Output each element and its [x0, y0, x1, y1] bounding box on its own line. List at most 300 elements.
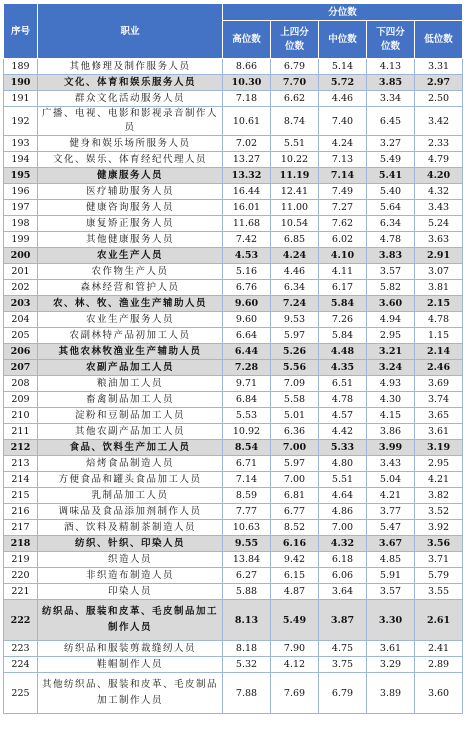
header-seq: 序号: [4, 4, 38, 59]
median-cell: 4.42: [319, 424, 367, 440]
high-cell: 7.02: [223, 136, 271, 152]
upper-quartile-cell: 6.36: [271, 424, 319, 440]
low-cell: 2.95: [415, 456, 463, 472]
upper-quartile-cell: 7.09: [271, 376, 319, 392]
upper-quartile-cell: 12.41: [271, 184, 319, 200]
high-cell: 9.71: [223, 376, 271, 392]
upper-quartile-cell: 4.24: [271, 248, 319, 264]
upper-quartile-cell: 8.52: [271, 520, 319, 536]
low-cell: 2.91: [415, 248, 463, 264]
upper-quartile-cell: 9.53: [271, 312, 319, 328]
upper-quartile-cell: 5.01: [271, 408, 319, 424]
low-cell: 4.32: [415, 184, 463, 200]
table-row: [4, 264, 463, 280]
seq-cell: 205: [4, 328, 38, 344]
median-cell: 3.87: [319, 600, 367, 641]
table-row: [4, 312, 463, 328]
low-cell: 3.82: [415, 488, 463, 504]
median-cell: 7.13: [319, 152, 367, 168]
table-row: [4, 408, 463, 424]
seq-cell: 203: [4, 296, 38, 312]
occupation-cell: 焙烤食品制造人员: [38, 456, 223, 472]
high-cell: 13.32: [223, 168, 271, 184]
upper-quartile-cell: 5.97: [271, 456, 319, 472]
upper-quartile-cell: 4.87: [271, 584, 319, 600]
seq-cell: 209: [4, 392, 38, 408]
lower-quartile-cell: 3.85: [367, 75, 415, 91]
upper-quartile-cell: 6.16: [271, 536, 319, 552]
occupation-cell: 其他农林牧渔业生产辅助人员: [38, 344, 223, 360]
occupation-cell: 健康咨询服务人员: [38, 200, 223, 216]
seq-cell: 216: [4, 504, 38, 520]
high-cell: 9.60: [223, 312, 271, 328]
table-row: [4, 184, 463, 200]
median-cell: 4.10: [319, 248, 367, 264]
table-row: [4, 296, 463, 312]
high-cell: 8.13: [223, 600, 271, 641]
median-cell: 7.49: [319, 184, 367, 200]
high-cell: 7.14: [223, 472, 271, 488]
table-row: [4, 248, 463, 264]
high-cell: 6.71: [223, 456, 271, 472]
high-cell: 7.88: [223, 673, 271, 714]
high-cell: 4.53: [223, 248, 271, 264]
lower-quartile-cell: 5.91: [367, 568, 415, 584]
seq-cell: 206: [4, 344, 38, 360]
high-cell: 10.92: [223, 424, 271, 440]
seq-cell: 191: [4, 91, 38, 107]
occupation-cell: 森林经营和管护人员: [38, 280, 223, 296]
low-cell: 5.79: [415, 568, 463, 584]
median-cell: 7.14: [319, 168, 367, 184]
table-row: [4, 456, 463, 472]
lower-quartile-cell: 4.85: [367, 552, 415, 568]
table-row: [4, 673, 463, 714]
lower-quartile-cell: 4.94: [367, 312, 415, 328]
low-cell: 3.07: [415, 264, 463, 280]
seq-cell: 201: [4, 264, 38, 280]
lower-quartile-cell: 5.47: [367, 520, 415, 536]
table-row: [4, 424, 463, 440]
high-cell: 13.84: [223, 552, 271, 568]
occupation-cell: 食品、饮料生产加工人员: [38, 440, 223, 456]
median-cell: 5.84: [319, 328, 367, 344]
median-cell: 7.62: [319, 216, 367, 232]
median-cell: 7.00: [319, 520, 367, 536]
table-row: [4, 152, 463, 168]
seq-cell: 198: [4, 216, 38, 232]
upper-quartile-cell: 7.69: [271, 673, 319, 714]
upper-quartile-cell: 7.90: [271, 641, 319, 657]
table-row: [4, 568, 463, 584]
occupation-cell: 医疗辅助服务人员: [38, 184, 223, 200]
high-cell: 6.27: [223, 568, 271, 584]
seq-cell: 218: [4, 536, 38, 552]
lower-quartile-cell: 5.40: [367, 184, 415, 200]
upper-quartile-cell: 6.79: [271, 59, 319, 75]
median-cell: 4.32: [319, 536, 367, 552]
high-cell: 9.55: [223, 536, 271, 552]
high-cell: 7.28: [223, 360, 271, 376]
lower-quartile-cell: 3.57: [367, 584, 415, 600]
low-cell: 3.71: [415, 552, 463, 568]
upper-quartile-cell: 11.00: [271, 200, 319, 216]
high-cell: 7.77: [223, 504, 271, 520]
lower-quartile-cell: 3.43: [367, 456, 415, 472]
median-cell: 4.75: [319, 641, 367, 657]
high-cell: 16.01: [223, 200, 271, 216]
median-cell: 4.11: [319, 264, 367, 280]
upper-quartile-cell: 5.26: [271, 344, 319, 360]
low-cell: 4.79: [415, 152, 463, 168]
seq-cell: 215: [4, 488, 38, 504]
occupation-cell: 粮油加工人员: [38, 376, 223, 392]
header-median: 中位数: [319, 21, 367, 59]
seq-cell: 210: [4, 408, 38, 424]
lower-quartile-cell: 3.34: [367, 91, 415, 107]
low-cell: 2.14: [415, 344, 463, 360]
low-cell: 1.15: [415, 328, 463, 344]
upper-quartile-cell: 6.34: [271, 280, 319, 296]
occupation-cell: 文化、体育和娱乐服务人员: [38, 75, 223, 91]
high-cell: 7.42: [223, 232, 271, 248]
median-cell: 4.35: [319, 360, 367, 376]
seq-cell: 212: [4, 440, 38, 456]
median-cell: 4.80: [319, 456, 367, 472]
lower-quartile-cell: 5.41: [367, 168, 415, 184]
table-row: [4, 232, 463, 248]
table-row: [4, 520, 463, 536]
occupation-cell: 健身和娱乐场所服务人员: [38, 136, 223, 152]
low-cell: 2.33: [415, 136, 463, 152]
table-row: [4, 488, 463, 504]
median-cell: 4.24: [319, 136, 367, 152]
lower-quartile-cell: 3.30: [367, 600, 415, 641]
median-cell: 4.57: [319, 408, 367, 424]
low-cell: 4.78: [415, 312, 463, 328]
high-cell: 6.76: [223, 280, 271, 296]
high-cell: 11.68: [223, 216, 271, 232]
upper-quartile-cell: 6.62: [271, 91, 319, 107]
low-cell: 3.63: [415, 232, 463, 248]
low-cell: 2.41: [415, 641, 463, 657]
lower-quartile-cell: 4.78: [367, 232, 415, 248]
table-row: [4, 552, 463, 568]
lower-quartile-cell: 3.86: [367, 424, 415, 440]
occupation-cell: 农业生产人员: [38, 248, 223, 264]
high-cell: 5.32: [223, 657, 271, 673]
median-cell: 4.48: [319, 344, 367, 360]
median-cell: 5.33: [319, 440, 367, 456]
median-cell: 6.51: [319, 376, 367, 392]
seq-cell: 222: [4, 600, 38, 641]
table-row: [4, 216, 463, 232]
lower-quartile-cell: 3.83: [367, 248, 415, 264]
upper-quartile-cell: 7.24: [271, 296, 319, 312]
table-row: [4, 59, 463, 75]
header-upper-quartile: [271, 21, 319, 59]
low-cell: 4.21: [415, 472, 463, 488]
lower-quartile-cell: 3.89: [367, 673, 415, 714]
upper-quartile-cell: 10.22: [271, 152, 319, 168]
low-cell: 3.31: [415, 59, 463, 75]
upper-quartile-cell: 11.19: [271, 168, 319, 184]
low-cell: 3.74: [415, 392, 463, 408]
header-occupation: 职业: [38, 4, 223, 59]
high-cell: 8.54: [223, 440, 271, 456]
lower-quartile-cell: 3.24: [367, 360, 415, 376]
upper-quartile-cell: 5.51: [271, 136, 319, 152]
lower-quartile-cell: 3.99: [367, 440, 415, 456]
occupation-cell: 淀粉和豆制品加工人员: [38, 408, 223, 424]
seq-cell: 213: [4, 456, 38, 472]
seq-cell: 193: [4, 136, 38, 152]
upper-quartile-cell: 5.49: [271, 600, 319, 641]
high-cell: 6.64: [223, 328, 271, 344]
median-cell: 6.79: [319, 673, 367, 714]
seq-cell: 194: [4, 152, 38, 168]
seq-cell: 190: [4, 75, 38, 91]
occupation-cell: 纺织、针织、印染人员: [38, 536, 223, 552]
high-cell: 6.84: [223, 392, 271, 408]
table-row: [4, 657, 463, 673]
upper-quartile-cell: 5.56: [271, 360, 319, 376]
lower-quartile-cell: 3.67: [367, 536, 415, 552]
median-cell: 5.51: [319, 472, 367, 488]
occupation-cell: 印染人员: [38, 584, 223, 600]
median-cell: 7.40: [319, 107, 367, 136]
high-cell: 16.44: [223, 184, 271, 200]
occupation-cell: 群众文化活动服务人员: [38, 91, 223, 107]
table-row: [4, 91, 463, 107]
low-cell: 5.24: [415, 216, 463, 232]
lower-quartile-cell: 5.64: [367, 200, 415, 216]
header-high: 高位数: [223, 21, 271, 59]
upper-quartile-cell: 7.70: [271, 75, 319, 91]
low-cell: 3.61: [415, 424, 463, 440]
occupation-cell: 方便食品和罐头食品加工人员: [38, 472, 223, 488]
seq-cell: 221: [4, 584, 38, 600]
lower-quartile-cell: 4.21: [367, 488, 415, 504]
high-cell: 13.27: [223, 152, 271, 168]
median-cell: 4.86: [319, 504, 367, 520]
upper-quartile-cell: 4.46: [271, 264, 319, 280]
occupation-cell: 文化、娱乐、体育经纪代理人员: [38, 152, 223, 168]
seq-cell: 196: [4, 184, 38, 200]
median-cell: 6.02: [319, 232, 367, 248]
high-cell: 10.30: [223, 75, 271, 91]
seq-cell: 204: [4, 312, 38, 328]
upper-quartile-cell: 6.81: [271, 488, 319, 504]
high-cell: 5.16: [223, 264, 271, 280]
table-row: [4, 360, 463, 376]
table-row: [4, 75, 463, 91]
seq-cell: 211: [4, 424, 38, 440]
seq-cell: 200: [4, 248, 38, 264]
median-cell: 4.78: [319, 392, 367, 408]
low-cell: 3.42: [415, 107, 463, 136]
high-cell: 6.44: [223, 344, 271, 360]
lower-quartile-cell: 3.77: [367, 504, 415, 520]
occupation-cell: 鞋帽制作人员: [38, 657, 223, 673]
low-cell: 3.56: [415, 536, 463, 552]
low-cell: 4.20: [415, 168, 463, 184]
table-row: [4, 440, 463, 456]
table-row: [4, 136, 463, 152]
occupation-cell: 调味品及食品添加剂制作人员: [38, 504, 223, 520]
upper-quartile-cell: 8.74: [271, 107, 319, 136]
upper-quartile-cell: 4.12: [271, 657, 319, 673]
lower-quartile-cell: 3.29: [367, 657, 415, 673]
low-cell: 3.52: [415, 504, 463, 520]
low-cell: 2.46: [415, 360, 463, 376]
seq-cell: 220: [4, 568, 38, 584]
high-cell: 7.18: [223, 91, 271, 107]
table-row: [4, 600, 463, 641]
occupation-cell: 农、林、牧、渔业生产辅助人员: [38, 296, 223, 312]
seq-cell: 192: [4, 107, 38, 136]
low-cell: 3.92: [415, 520, 463, 536]
lower-quartile-cell: 5.49: [367, 152, 415, 168]
occupation-cell: 纺织品、服装和皮革、毛皮制品加工制作人员: [38, 600, 223, 641]
seq-cell: 199: [4, 232, 38, 248]
table-row: [4, 536, 463, 552]
upper-quartile-cell: 7.00: [271, 440, 319, 456]
occupation-cell: 纺织品和服装剪裁缝纫人员: [38, 641, 223, 657]
median-cell: 4.46: [319, 91, 367, 107]
median-cell: 5.14: [319, 59, 367, 75]
low-cell: 2.15: [415, 296, 463, 312]
seq-cell: 202: [4, 280, 38, 296]
high-cell: 10.61: [223, 107, 271, 136]
table-row: [4, 472, 463, 488]
high-cell: 5.53: [223, 408, 271, 424]
occupation-cell: 其他纺织品、服装和皮革、毛皮制品加工制作人员: [38, 673, 223, 714]
seq-cell: 208: [4, 376, 38, 392]
low-cell: 3.19: [415, 440, 463, 456]
occupation-cell: 酒、饮料及精制茶制造人员: [38, 520, 223, 536]
table-row: [4, 376, 463, 392]
salary-percentile-table: [3, 3, 463, 714]
low-cell: 3.60: [415, 673, 463, 714]
lower-quartile-cell: 6.45: [367, 107, 415, 136]
table-row: [4, 504, 463, 520]
lower-quartile-cell: 4.93: [367, 376, 415, 392]
upper-quartile-cell: 10.54: [271, 216, 319, 232]
occupation-cell: 健康服务人员: [38, 168, 223, 184]
seq-cell: 195: [4, 168, 38, 184]
median-cell: 5.72: [319, 75, 367, 91]
lower-quartile-cell: 5.82: [367, 280, 415, 296]
occupation-cell: 广播、电视、电影和影视录音制作人员: [38, 107, 223, 136]
occupation-cell: 乳制品加工人员: [38, 488, 223, 504]
occupation-cell: 其他健康服务人员: [38, 232, 223, 248]
low-cell: 3.43: [415, 200, 463, 216]
median-cell: 5.84: [319, 296, 367, 312]
lower-quartile-cell: 3.60: [367, 296, 415, 312]
table-row: [4, 584, 463, 600]
header-low: 低位数: [415, 21, 463, 59]
seq-cell: 189: [4, 59, 38, 75]
median-cell: 6.17: [319, 280, 367, 296]
high-cell: 8.59: [223, 488, 271, 504]
lower-quartile-cell: 3.27: [367, 136, 415, 152]
occupation-cell: 农作物生产人员: [38, 264, 223, 280]
header-upper-quartile-text: 上四分位数: [280, 26, 309, 52]
occupation-cell: 畜禽制品加工人员: [38, 392, 223, 408]
low-cell: 3.69: [415, 376, 463, 392]
median-cell: 6.18: [319, 552, 367, 568]
high-cell: 8.66: [223, 59, 271, 75]
upper-quartile-cell: 5.97: [271, 328, 319, 344]
table-body: [4, 59, 463, 714]
high-cell: 8.18: [223, 641, 271, 657]
high-cell: 9.60: [223, 296, 271, 312]
header-percentile-group: 分位数: [223, 4, 463, 21]
upper-quartile-cell: 7.00: [271, 472, 319, 488]
header-lower-quartile-text: 下四分位数: [376, 26, 405, 52]
occupation-cell: 康复矫正服务人员: [38, 216, 223, 232]
median-cell: 4.64: [319, 488, 367, 504]
lower-quartile-cell: 2.95: [367, 328, 415, 344]
low-cell: 2.50: [415, 91, 463, 107]
median-cell: 7.27: [319, 200, 367, 216]
table-row: [4, 280, 463, 296]
median-cell: 3.64: [319, 584, 367, 600]
occupation-cell: 非织造布制造人员: [38, 568, 223, 584]
occupation-cell: 其他农副产品加工人员: [38, 424, 223, 440]
occupation-cell: 织造人员: [38, 552, 223, 568]
lower-quartile-cell: 3.57: [367, 264, 415, 280]
median-cell: 6.06: [319, 568, 367, 584]
lower-quartile-cell: 6.34: [367, 216, 415, 232]
header-lower-quartile: [367, 21, 415, 59]
seq-cell: 224: [4, 657, 38, 673]
upper-quartile-cell: 9.42: [271, 552, 319, 568]
table-row: [4, 107, 463, 136]
seq-cell: 223: [4, 641, 38, 657]
upper-quartile-cell: 6.77: [271, 504, 319, 520]
table-row: [4, 344, 463, 360]
high-cell: 10.63: [223, 520, 271, 536]
occupation-cell: 农业生产服务人员: [38, 312, 223, 328]
upper-quartile-cell: 6.85: [271, 232, 319, 248]
low-cell: 3.55: [415, 584, 463, 600]
lower-quartile-cell: 4.13: [367, 59, 415, 75]
upper-quartile-cell: 5.58: [271, 392, 319, 408]
table-row: [4, 168, 463, 184]
median-cell: 3.75: [319, 657, 367, 673]
seq-cell: 207: [4, 360, 38, 376]
upper-quartile-cell: 6.15: [271, 568, 319, 584]
table-row: [4, 200, 463, 216]
lower-quartile-cell: 3.21: [367, 344, 415, 360]
occupation-cell: 其他修理及制作服务人员: [38, 59, 223, 75]
seq-cell: 217: [4, 520, 38, 536]
occupation-cell: 农副产品加工人员: [38, 360, 223, 376]
table-row: [4, 328, 463, 344]
occupation-cell: 农副林特产品初加工人员: [38, 328, 223, 344]
lower-quartile-cell: 4.15: [367, 408, 415, 424]
low-cell: 3.81: [415, 280, 463, 296]
seq-cell: 219: [4, 552, 38, 568]
lower-quartile-cell: 5.04: [367, 472, 415, 488]
table-row: [4, 641, 463, 657]
high-cell: 5.88: [223, 584, 271, 600]
low-cell: 2.61: [415, 600, 463, 641]
lower-quartile-cell: 4.30: [367, 392, 415, 408]
seq-cell: 225: [4, 673, 38, 714]
